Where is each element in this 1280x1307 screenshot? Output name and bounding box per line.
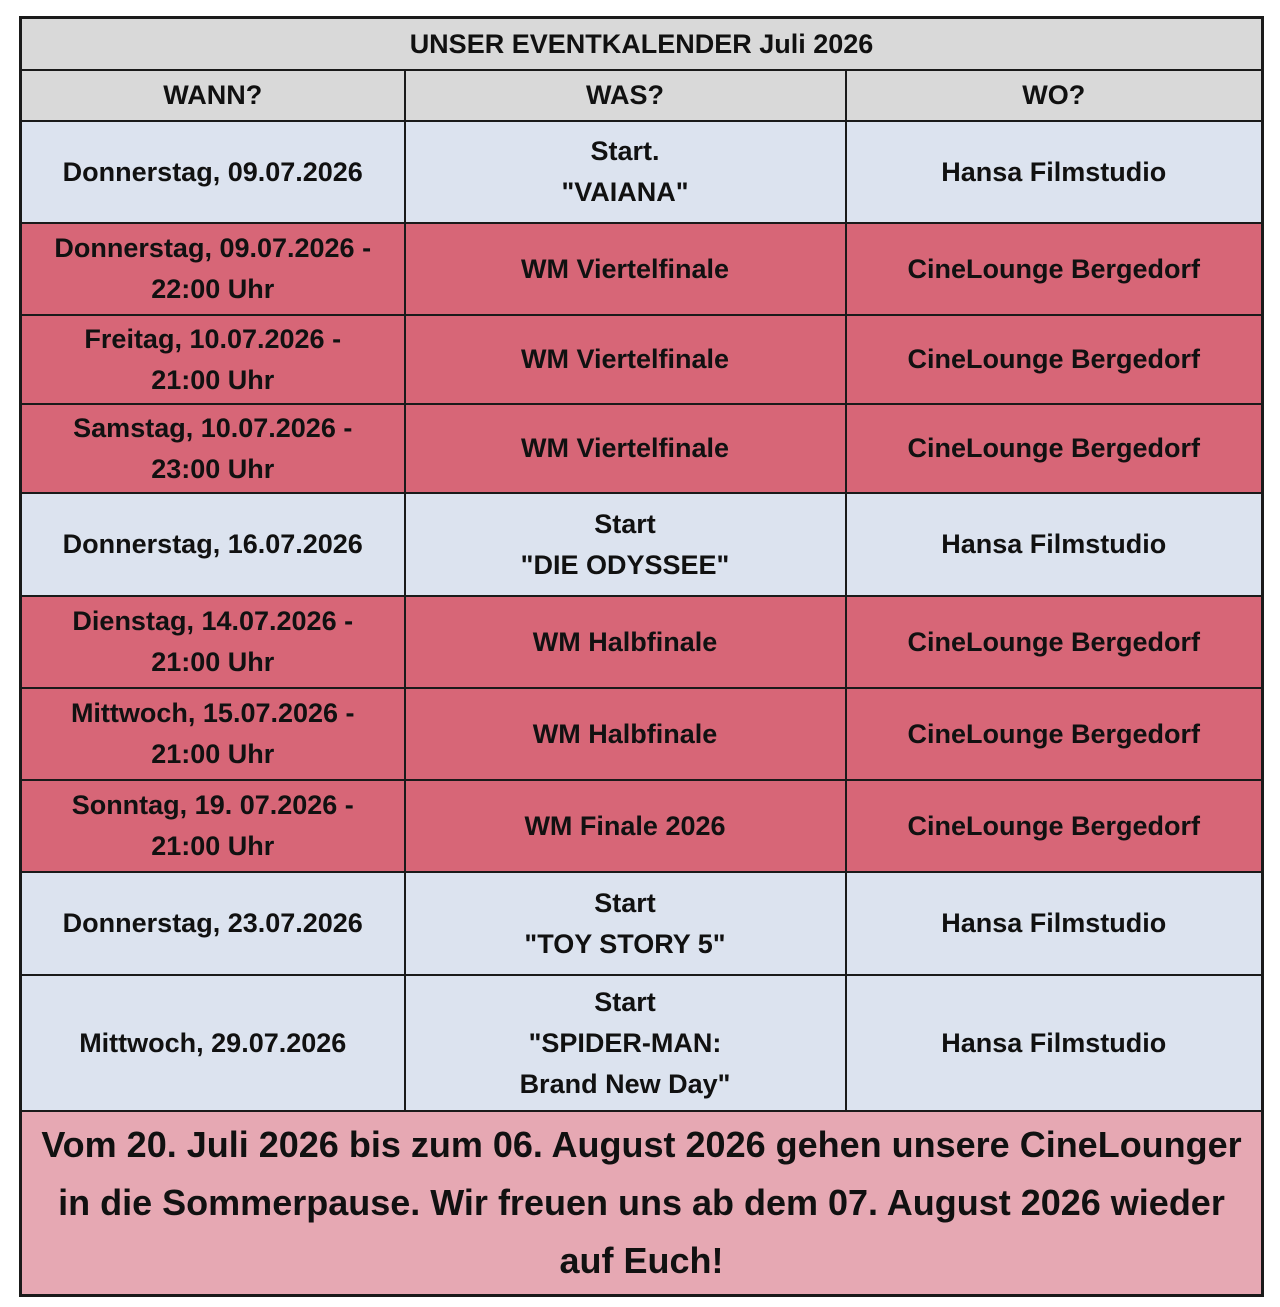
- event-when-line: Donnerstag, 16.07.2026: [62, 529, 363, 559]
- event-where: Hansa Filmstudio: [846, 493, 1263, 596]
- event-when-line: 21:00 Uhr: [151, 647, 275, 677]
- event-what-line: WM Viertelfinale: [520, 433, 730, 463]
- event-when-line: 22:00 Uhr: [151, 274, 275, 304]
- event-what-line: Start: [594, 986, 656, 1017]
- event-row: [21, 596, 1263, 688]
- event-what-line: Start: [594, 508, 656, 539]
- event-what: [405, 596, 846, 688]
- event-where: Hansa Filmstudio: [846, 121, 1263, 223]
- event-row: [21, 975, 1263, 1111]
- event-what: [405, 315, 846, 404]
- event-what-line: Start.: [590, 136, 660, 166]
- event-what: [405, 872, 846, 975]
- event-row: [21, 493, 1263, 596]
- event-what: [405, 975, 846, 1111]
- event-where: CineLounge Bergedorf: [846, 596, 1263, 688]
- event-what: [405, 121, 846, 223]
- event-when: [21, 121, 405, 223]
- event-what-line: WM Finale 2026: [524, 810, 726, 841]
- summer-break-notice: Vom 20. Juli 2026 bis zum 06. August 2026 gehen unsere CineLounger in die Sommerpause. Wir freuen uns ab dem 07. August 2026 wieder auf Euch!: [21, 1111, 1263, 1296]
- event-what: [405, 688, 846, 780]
- event-row: [21, 780, 1263, 872]
- event-when: [21, 780, 405, 872]
- event-when-line: Mittwoch, 15.07.2026 -: [70, 698, 355, 728]
- event-where: CineLounge Bergedorf: [846, 223, 1263, 315]
- event-calendar-table: [19, 16, 1264, 1297]
- event-when: [21, 596, 405, 688]
- event-when: [21, 688, 405, 780]
- event-where: CineLounge Bergedorf: [846, 688, 1263, 780]
- event-row: [21, 223, 1263, 315]
- column-header-where: WO?: [846, 70, 1263, 121]
- event-what-line: Start: [594, 887, 656, 918]
- event-what-line: Brand New Day": [519, 1068, 731, 1099]
- calendar-title: UNSER EVENTKALENDER Juli 2026: [21, 18, 1263, 71]
- event-where: Hansa Filmstudio: [846, 872, 1263, 975]
- event-when: [21, 315, 405, 404]
- event-where: CineLounge Bergedorf: [846, 404, 1263, 493]
- event-when-line: Mittwoch, 29.07.2026: [79, 1027, 347, 1058]
- event-when: [21, 975, 405, 1111]
- event-row: [21, 404, 1263, 493]
- event-what-line: WM Viertelfinale: [520, 253, 730, 284]
- event-what: [405, 404, 846, 493]
- event-what-line: "TOY STORY 5": [524, 928, 726, 959]
- event-row: [21, 121, 1263, 223]
- event-where: CineLounge Bergedorf: [846, 315, 1263, 404]
- event-when: [21, 404, 405, 493]
- event-when-line: Freitag, 10.07.2026 -: [84, 323, 342, 354]
- event-when: [21, 223, 405, 315]
- event-when-line: 21:00 Uhr: [151, 831, 275, 861]
- event-what-line: "SPIDER-MAN:: [528, 1027, 722, 1058]
- event-where: CineLounge Bergedorf: [846, 780, 1263, 872]
- event-row: [21, 315, 1263, 404]
- event-what-line: WM Halbfinale: [532, 718, 718, 749]
- event-row: [21, 872, 1263, 975]
- event-when-line: Sonntag, 19. 07.2026 -: [71, 790, 354, 820]
- column-header-when: WANN?: [21, 70, 405, 121]
- column-header-what: WAS?: [405, 70, 846, 121]
- event-when: [21, 872, 405, 975]
- event-what-line: WM Viertelfinale: [520, 344, 730, 374]
- event-what-line: "VAIANA": [561, 177, 689, 207]
- event-when-line: Donnerstag, 09.07.2026 -: [54, 233, 372, 263]
- event-when-line: Dienstag, 14.07.2026 -: [72, 606, 354, 636]
- event-when-line: Donnerstag, 23.07.2026: [62, 908, 363, 938]
- event-what: [405, 493, 846, 596]
- event-when-line: 23:00 Uhr: [151, 453, 275, 484]
- event-row: [21, 688, 1263, 780]
- event-when-line: Samstag, 10.07.2026 -: [73, 412, 353, 443]
- event-where: Hansa Filmstudio: [846, 975, 1263, 1111]
- event-when-line: Donnerstag, 09.07.2026: [62, 156, 363, 187]
- event-what-line: WM Halbfinale: [532, 626, 718, 657]
- event-what: [405, 223, 846, 315]
- event-what: [405, 780, 846, 872]
- event-what-line: "DIE ODYSSEE": [520, 549, 730, 580]
- event-when: [21, 493, 405, 596]
- event-when-line: 21:00 Uhr: [151, 739, 275, 769]
- event-when-line: 21:00 Uhr: [151, 364, 275, 395]
